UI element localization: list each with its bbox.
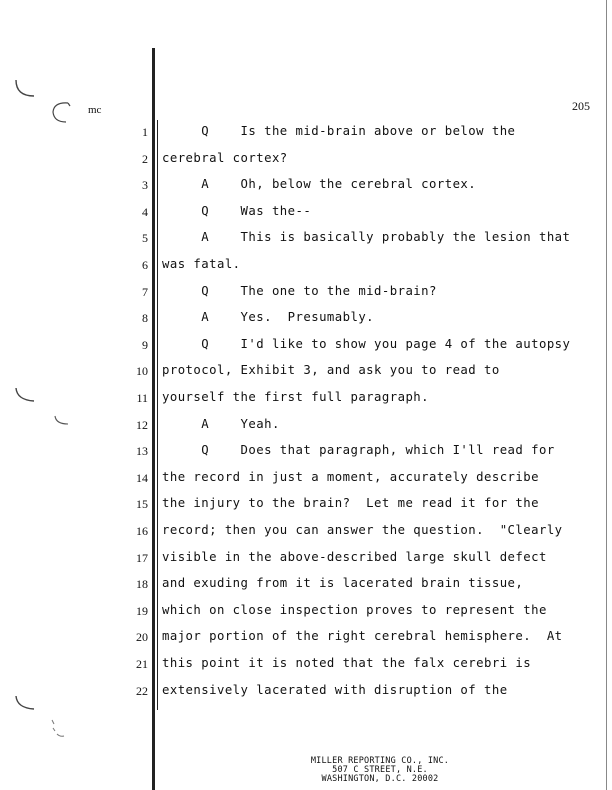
transcript-line: and exuding from it is lacerated brain tissue, (162, 576, 524, 591)
transcript-line: protocol, Exhibit 3, and ask you to read to (162, 363, 500, 378)
line-number: 10 (136, 364, 148, 379)
transcript-line: the record in just a moment, accurately describe (162, 469, 539, 484)
transcript-line: which on close inspection proves to represent the (162, 602, 547, 617)
transcript-line: extensively lacerated with disruption of the (162, 682, 508, 697)
margin-rule (152, 48, 155, 790)
margin-rule (157, 120, 158, 710)
line-number: 20 (136, 630, 148, 645)
binding-mark (12, 694, 38, 716)
binding-mark (12, 386, 38, 408)
reporter-footer (280, 757, 480, 784)
transcript-line: Q Is the mid-brain above or below the (162, 124, 516, 138)
line-number: 8 (142, 311, 148, 326)
line-number: 18 (136, 577, 148, 592)
page-number: 205 (572, 99, 590, 113)
transcript-line: visible in the above-described large skull defect (162, 549, 547, 564)
line-number: 2 (142, 151, 148, 166)
line-number: 6 (142, 258, 148, 272)
line-number: 1 (142, 125, 148, 139)
transcript-line: A Oh, below the cerebral cortex. (162, 177, 477, 192)
transcript-line: A Yeah. (162, 416, 280, 431)
line-number: 4 (142, 204, 148, 219)
line-number: 3 (142, 178, 148, 193)
line-number: 11 (136, 391, 148, 405)
transcript-line: A Yes. Presumably. (162, 310, 375, 325)
transcript-line: Q Was the-- (162, 203, 312, 218)
line-number: 17 (136, 550, 148, 565)
line-number: 13 (136, 444, 148, 459)
line-number: 14 (136, 470, 148, 485)
line-number: 7 (142, 284, 148, 299)
line-number: 22 (136, 683, 148, 698)
transcript-line: was fatal. (162, 257, 241, 271)
reporter-initials: mc (88, 104, 102, 116)
footer-company: MILLER REPORTING CO., INC. (310, 756, 450, 766)
transcript-line: the injury to the brain? Let me read it for the (162, 496, 539, 511)
footer-city: WASHINGTON, D.C. 20002 (321, 774, 439, 784)
transcript-line: A This is basically probably the lesion that (162, 230, 571, 245)
binding-mark (12, 78, 38, 102)
transcript-line: cerebral cortex? (162, 150, 288, 165)
transcript-line: record; then you can answer the question. "Clearly (162, 523, 563, 537)
binding-mark (48, 100, 74, 126)
transcript-line: major portion of the right cerebral hemisphere. At (162, 629, 563, 644)
line-number: 21 (136, 657, 148, 671)
transcript-line: Q Does that paragraph, which I'll read for (162, 443, 555, 458)
transcript-line: this point it is noted that the falx cerebri is (162, 656, 532, 670)
footer-street: 507 C STREET, N.E. (332, 765, 428, 775)
transcript-line: Q I'd like to show you page 4 of the autopsy (162, 336, 571, 351)
binding-mark (52, 414, 74, 430)
line-number: 5 (142, 231, 148, 246)
transcript-line: Q The one to the mid-brain? (162, 283, 437, 298)
line-number: 19 (136, 603, 148, 618)
line-number: 9 (142, 337, 148, 352)
line-number: 15 (136, 497, 148, 512)
binding-mark (48, 718, 70, 740)
page-edge (606, 0, 607, 790)
line-number: 16 (136, 524, 148, 538)
transcript-line: yourself the first full paragraph. (162, 390, 430, 404)
line-number: 12 (136, 417, 148, 432)
